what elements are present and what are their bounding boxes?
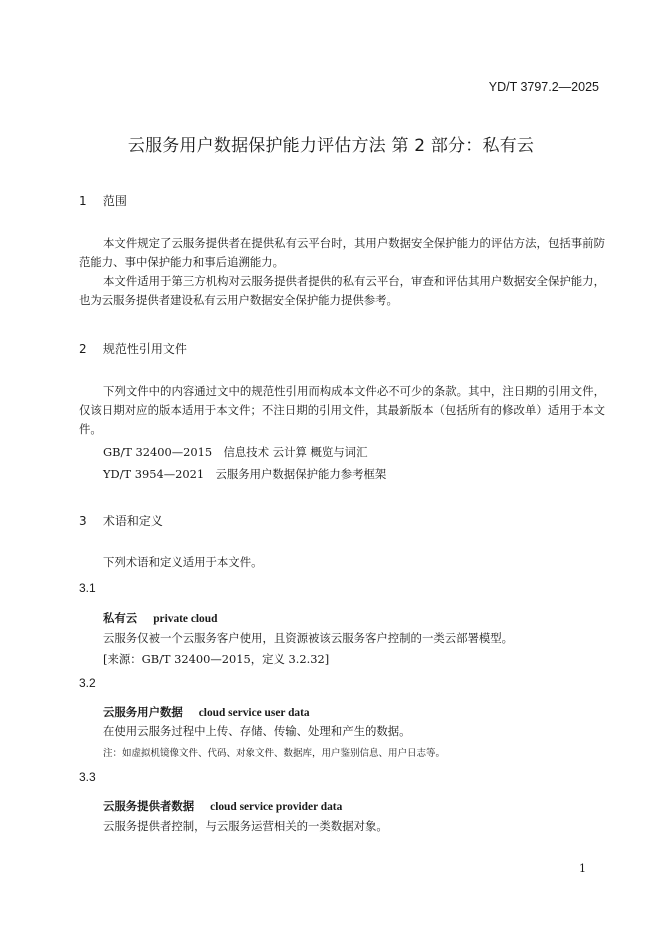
term-number: 3.2	[79, 676, 96, 690]
term-en: cloud service provider data	[210, 801, 343, 813]
normative-intro: 下列文件中的内容通过文中的规范性引用而构成本文件必不可少的条款。其中，注日期的引用文件，仅该日期对应的版本适用于本文件；不注日期的引用文件，其最新版本（包括所有的修改单）适用于本文件。	[79, 384, 605, 436]
page-number: 1	[579, 862, 586, 875]
section-3-heading	[79, 512, 163, 529]
term-heading	[103, 798, 342, 814]
term-definition: 云服务提供者控制，与云服务运营相关的一类数据对象。	[103, 819, 388, 833]
section-number: 1	[79, 194, 87, 208]
document-title: 云服务用户数据保护能力评估方法 第 2 部分：私有云	[127, 136, 535, 156]
section-2-heading	[79, 340, 187, 357]
section-title: 范围	[102, 194, 127, 208]
term-definition: 在使用云服务过程中上传、存储、传输、处理和产生的数据。	[103, 724, 411, 738]
scope-paragraph-1: 本文件规定了云服务提供者在提供私有云平台时，其用户数据安全保护能力的评估方法，包括事前防范能力、事中保护能力和事后追溯能力。	[79, 236, 605, 269]
scope-paragraph-2: 本文件适用于第三方机构对云服务提供者提供的私有云平台，审查和评估其用户数据安全保护能力，也为云服务提供者建设私有云用户数据安全保护能力提供参考。	[79, 274, 605, 307]
term-en: private cloud	[153, 613, 218, 625]
term-number: 3.3	[79, 770, 96, 784]
section-title: 术语和定义	[102, 514, 163, 528]
section-title: 规范性引用文件	[102, 342, 187, 356]
terms-intro: 下列术语和定义适用于本文件。	[103, 555, 263, 569]
term-zh: 云服务提供者数据	[103, 799, 195, 813]
term-zh: 云服务用户数据	[103, 705, 183, 719]
section-number: 2	[79, 342, 87, 356]
term-en: cloud service user data	[198, 707, 310, 719]
term-zh: 私有云	[103, 611, 138, 625]
section-1-heading	[79, 192, 127, 209]
term-heading	[103, 704, 310, 720]
reference-item: YD/T 3954—2021 云服务用户数据保护能力参考框架	[103, 467, 387, 481]
term-number: 3.1	[79, 581, 96, 595]
section-number: 3	[79, 514, 87, 528]
term-source: [来源：GB/T 32400—2015，定义 3.2.32]	[103, 652, 330, 666]
document-id: YD/T 3797.2—2025	[488, 80, 599, 94]
reference-item: GB/T 32400—2015 信息技术 云计算 概览与词汇	[103, 445, 368, 459]
term-note: 注：如虚拟机镜像文件、代码、对象文件、数据库，用户鉴别信息、用户日志等。	[103, 748, 446, 759]
term-heading	[103, 610, 217, 626]
term-definition: 云服务仅被一个云服务客户使用，且资源被该云服务客户控制的一类云部署模型。	[103, 631, 514, 645]
